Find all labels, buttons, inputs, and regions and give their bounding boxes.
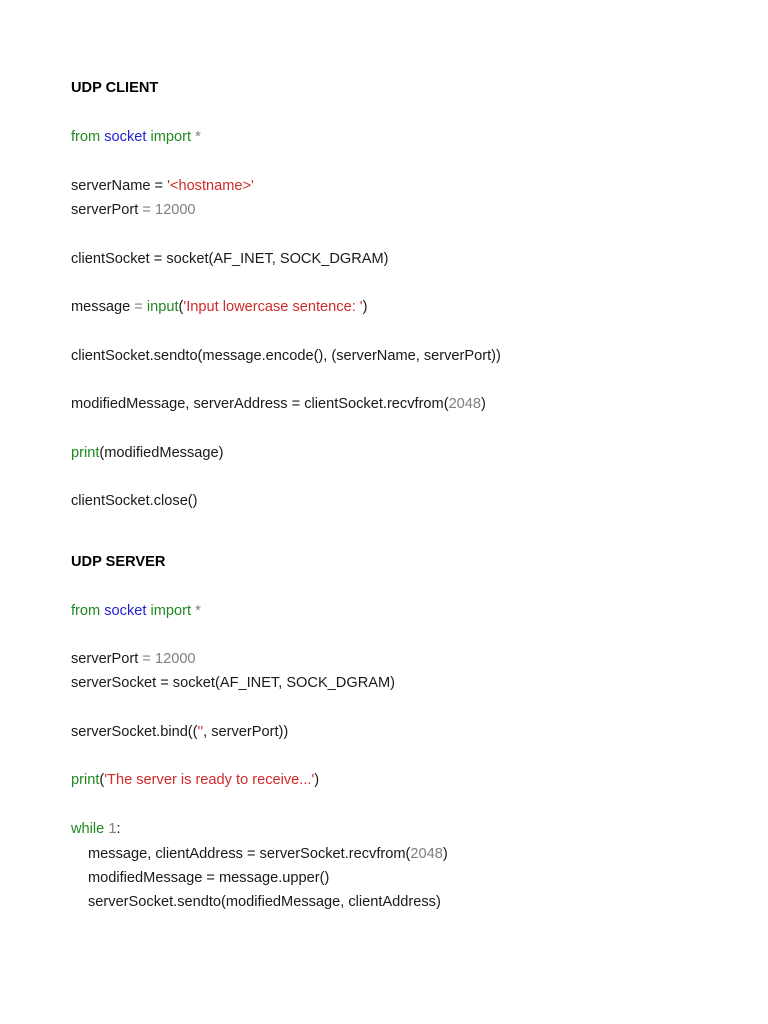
code-line-loop-recvfrom (88, 843, 448, 865)
string-empty-host: '' (197, 724, 204, 740)
module-name: socket (104, 603, 147, 619)
paren-open: ( (178, 299, 184, 315)
number-buffer-size: 2048 (410, 846, 443, 862)
print-args: (modifiedMessage) (99, 445, 224, 461)
variable-server-name: serverName (71, 178, 151, 194)
number-while-condition: 1 (108, 821, 117, 837)
builtin-print: print (71, 772, 100, 788)
code-line-close: clientSocket.close() (71, 493, 198, 509)
colon: : (116, 821, 121, 837)
bind-call: serverSocket.bind(( (71, 724, 198, 740)
import-star: * (195, 129, 201, 145)
code-line-server-import (71, 600, 201, 622)
number-port: 12000 (154, 202, 196, 218)
code-line-bind (71, 721, 288, 743)
string-ready-message: 'The server is ready to receive...' (104, 772, 315, 788)
keyword-import: import (150, 603, 192, 619)
code-line-loop-sendto: serverSocket.sendto(modifiedMessage, clientAddress) (88, 894, 441, 910)
code-line-client-socket: clientSocket = socket(AF_INET, SOCK_DGRAM) (71, 251, 389, 267)
code-line-loop-upper: modifiedMessage = message.upper() (88, 870, 330, 886)
code-line-server-socket: serverSocket = socket(AF_INET, SOCK_DGRAM) (71, 675, 395, 691)
code-line-while (71, 818, 121, 840)
variable-message: message (71, 299, 131, 315)
number-port: 12000 (154, 651, 196, 667)
assign-operator: = (142, 202, 151, 218)
loop-recvfrom-call: message, clientAddress = serverSocket.recvfrom( (88, 846, 411, 862)
string-hostname: '<hostname>' (167, 178, 254, 194)
variable-server-port: serverPort (71, 202, 139, 218)
assign-operator: = (134, 299, 143, 315)
paren-close: ) (481, 396, 486, 412)
code-line-server-port (71, 199, 196, 221)
keyword-while: while (71, 821, 105, 837)
section-heading-udp-client: UDP CLIENT (71, 80, 159, 96)
recvfrom-call: modifiedMessage, serverAddress = clientSocket.recvfrom( (71, 396, 449, 412)
paren-open: ( (99, 772, 105, 788)
string-prompt: 'Input lowercase sentence: ' (183, 299, 363, 315)
keyword-from: from (71, 603, 101, 619)
number-buffer-size: 2048 (448, 396, 482, 412)
module-name: socket (104, 129, 147, 145)
code-line-ready-print (71, 769, 319, 791)
code-line-print (71, 442, 224, 464)
code-line-client-import (71, 126, 201, 148)
paren-close: ) (314, 772, 320, 788)
builtin-print: print (71, 445, 100, 461)
assign-operator: = (142, 651, 151, 667)
paren-close: ) (362, 299, 368, 315)
import-star: * (195, 603, 201, 619)
paren-close: ) (442, 846, 448, 862)
builtin-input: input (146, 299, 179, 315)
section-heading-udp-server: UDP SERVER (71, 554, 166, 570)
bind-args-rest: , serverPort)) (203, 724, 289, 740)
code-line-message-input (71, 296, 367, 318)
assign-operator: = (154, 178, 164, 194)
code-line-server-port (71, 648, 196, 670)
code-line-sendto: clientSocket.sendto(message.encode(), (serverName, serverPort)) (71, 348, 501, 364)
code-line-recvfrom (71, 393, 486, 415)
keyword-from: from (71, 129, 101, 145)
variable-server-port: serverPort (71, 651, 139, 667)
code-line-server-name (71, 175, 254, 197)
keyword-import: import (150, 129, 192, 145)
